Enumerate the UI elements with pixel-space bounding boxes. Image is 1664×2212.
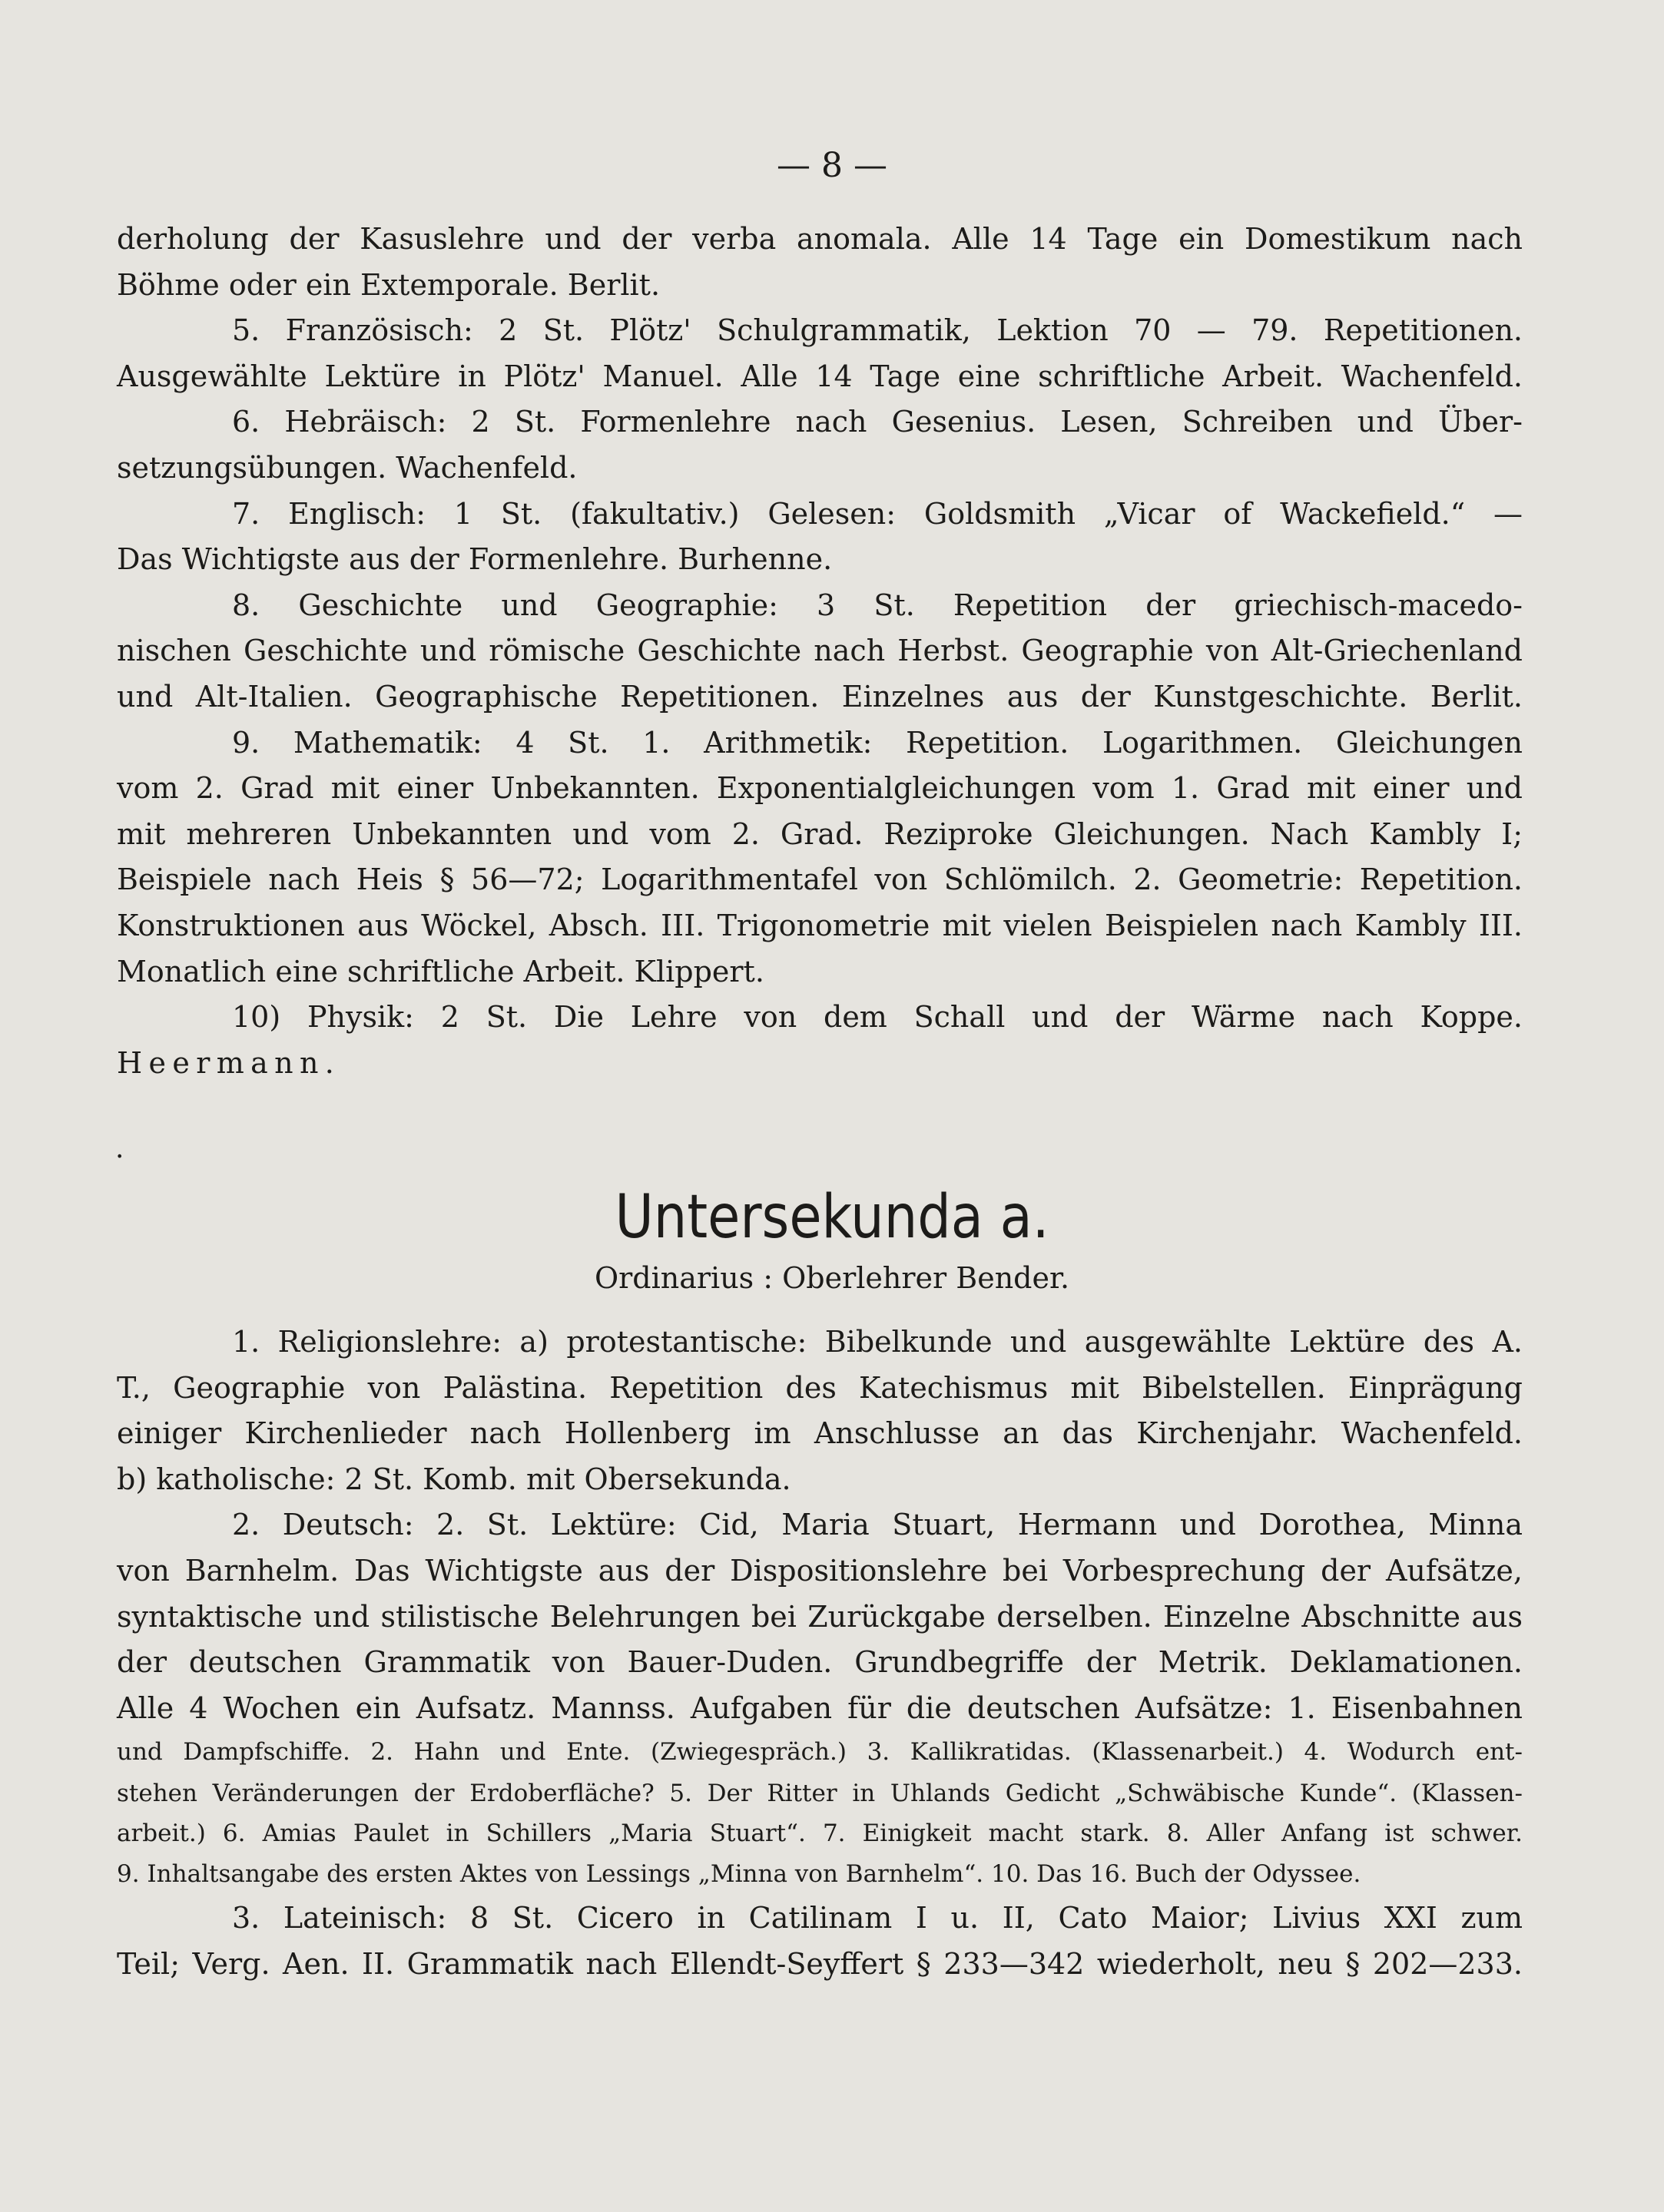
text-line: setzungsübungen. Wachenfeld. bbox=[117, 450, 578, 485]
text-line: einiger Kirchenlieder nach Hollenberg im Anschlusse an das Kirchenjahr. Wachenfeld. bbox=[117, 1416, 1523, 1451]
stray-mark: · bbox=[115, 1141, 124, 1173]
text-line: 3. Lateinisch: 8 St. Cicero in Catilinam I u. II, Cato Maior; Livius XXI zum bbox=[232, 1901, 1523, 1936]
text-block-lower bbox=[117, 1320, 1523, 1988]
text-line: 1. Religionslehre: a) protestantische: Bibelkunde und ausgewählte Lektüre des A. bbox=[232, 1325, 1523, 1359]
text-line: Heermann. bbox=[117, 1045, 341, 1080]
text-line: Teil; Verg. Aen. II. Grammatik nach Ellendt-Seyffert § 233—342 wiederholt, neu § 202—233. bbox=[117, 1946, 1523, 1981]
text-line: arbeit.) 6. Amias Paulet in Schillers „Maria Stuart“. 7. Einigkeit macht stark. 8. Aller Anfang ist schwer. bbox=[117, 1820, 1523, 1848]
text-line: derholung der Kasuslehre und der verba anomala. Alle 14 Tage ein Domestikum nach bbox=[117, 222, 1523, 256]
text-block-upper bbox=[117, 217, 1523, 1086]
text-line: 9. Inhaltsangabe des ersten Aktes von Lessings „Minna von Barnhelm“. 10. Das 16. Buch der Odyssee. bbox=[117, 1860, 1361, 1889]
text-line: und Alt-Italien. Geographische Repetitionen. Einzelnes aus der Kunstgeschichte. Berlit. bbox=[117, 679, 1523, 714]
text-line: 6. Hebräisch: 2 St. Formenlehre nach Gesenius. Lesen, Schreiben und Über- bbox=[232, 405, 1523, 439]
text-line: nischen Geschichte und römische Geschichte nach Herbst. Geographie von Alt-Griechenland bbox=[117, 634, 1523, 668]
text-line: 8. Geschichte und Geographie: 3 St. Repetition der griechisch-macedo- bbox=[232, 588, 1523, 622]
text-line: b) katholische: 2 St. Komb. mit Obersekunda. bbox=[117, 1462, 791, 1496]
text-line: 10) Physik: 2 St. Die Lehre von dem Schall und der Wärme nach Koppe. bbox=[232, 1000, 1523, 1035]
text-line: vom 2. Grad mit einer Unbekannten. Exponentialgleichungen vom 1. Grad mit einer und bbox=[117, 771, 1523, 806]
text-line: syntaktische und stilistische Belehrungen bei Zurückgabe derselben. Einzelne Abschnitte aus bbox=[117, 1599, 1523, 1634]
text-line: Beispiele nach Heis § 56—72; Logarithmentafel von Schlömilch. 2. Geometrie: Repetition. bbox=[117, 863, 1523, 897]
text-line: der deutschen Grammatik von Bauer-Duden. Grundbegriffe der Metrik. Deklamationen. bbox=[117, 1645, 1523, 1680]
text-line: und Dampfschiffe. 2. Hahn und Ente. (Zwiegespräch.) 3. Kallikratidas. (Klassenarbeit.) 4. Wodurch ent- bbox=[117, 1738, 1523, 1767]
text-line: Böhme oder ein Extemporale. Berlit. bbox=[117, 267, 661, 302]
text-line: T., Geographie von Palästina. Repetition des Katechismus mit Bibelstellen. Einprägung bbox=[117, 1370, 1523, 1405]
text-line: Das Wichtigste aus der Formenlehre. Burhenne. bbox=[117, 542, 833, 577]
text-line: 2. Deutsch: 2. St. Lektüre: Cid, Maria Stuart, Hermann und Dorothea, Minna bbox=[232, 1508, 1523, 1542]
text-line: Alle 4 Wochen ein Aufsatz. Mannss. Aufgaben für die deutschen Aufsätze: 1. Eisenbahnen bbox=[117, 1690, 1523, 1725]
text-line: mit mehreren Unbekannten und vom 2. Grad. Reziproke Gleichungen. Nach Kambly I; bbox=[117, 816, 1523, 851]
text-line: Konstruktionen aus Wöckel, Absch. III. Trigonometrie mit vielen Beispielen nach Kambly III. bbox=[117, 908, 1523, 942]
text-line: von Barnhelm. Das Wichtigste aus der Dispositionslehre bei Vorbesprechung der Aufsätze, bbox=[117, 1553, 1523, 1588]
section-heading: Untersekunda a. bbox=[615, 1183, 1049, 1252]
text-line: 7. Englisch: 1 St. (fakultativ.) Gelesen: Goldsmith „Vicar of Wackefield.“ — bbox=[232, 496, 1523, 531]
ordinarius-line: Ordinarius : Oberlehrer Bender. bbox=[594, 1261, 1070, 1295]
text-line: 5. Französisch: 2 St. Plötz' Schulgrammatik, Lektion 70 — 79. Repetitionen. bbox=[232, 313, 1523, 348]
text-line: Monatlich eine schriftliche Arbeit. Klippert. bbox=[117, 954, 764, 988]
text-line: Ausgewählte Lektüre in Plötz' Manuel. Alle 14 Tage eine schriftliche Arbeit. Wachenfeld. bbox=[117, 359, 1523, 393]
text-line: stehen Veränderungen der Erdoberfläche? 5. Der Ritter in Uhlands Gedicht „Schwäbische Kunde“. (Klassen- bbox=[117, 1780, 1523, 1808]
text-line: 9. Mathematik: 4 St. 1. Arithmetik: Repetition. Logarithmen. Gleichungen bbox=[232, 725, 1523, 760]
page-number: — 8 — bbox=[777, 146, 887, 185]
